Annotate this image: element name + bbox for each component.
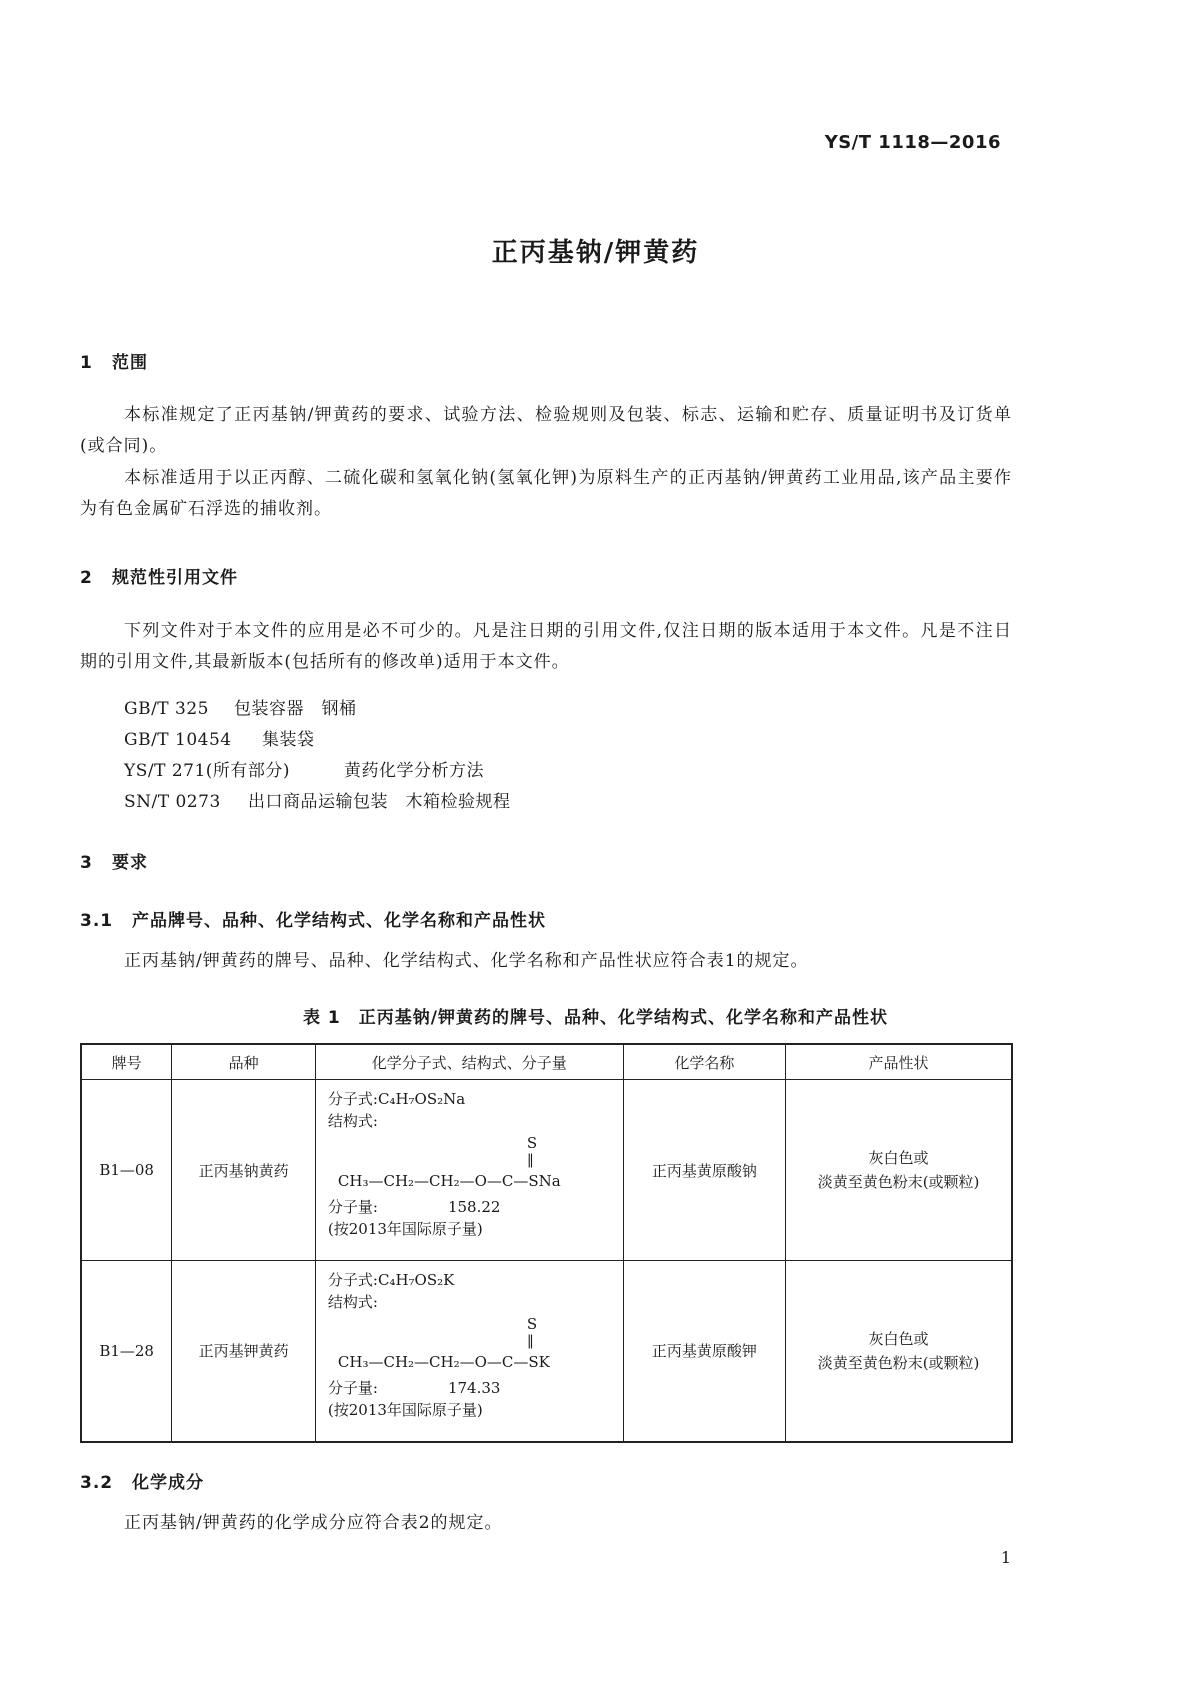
section-2-heading [80,563,238,588]
section-number: 1 [80,353,93,373]
property-line: 灰白色或 [868,1149,929,1167]
property-line: 淡黄至黄色粉末(或颗粒) [817,1173,980,1191]
molecular-weight [328,1377,613,1399]
section-3-2-heading [80,1468,204,1493]
section-title: 要求 [112,853,148,873]
mw-label: 分子量: [327,1379,378,1397]
document-title: 正丙基钠/钾黄药 [491,238,700,268]
chemical-name-cell: 正丙基黄原酸钾 [623,1261,786,1442]
reference-name: 出口商品运输包装 木箱检验规程 [248,792,511,812]
variety-cell: 正丙基钾黄药 [172,1261,316,1442]
reference-code: GB/T 325 [124,699,209,719]
reference-code: YS/T 271(所有部分) [124,761,291,781]
structure-chain: CH₃—CH₂—CH₂—O—C—SNa [337,1172,561,1190]
paragraph: 本标准适用于以正丙醇、二硫化碳和氢氧化钠(氢氧化钾)为原料生产的正丙基钠/钾黄药工业用品,该产品主要作为有色金属矿石浮选的捕收剂。 [80,468,1012,519]
header-cell: 品种 [172,1044,316,1080]
table-1-caption: 表 1 正丙基钠/钾黄药的牌号、品种、化学结构式、化学名称和产品性状 [303,1008,888,1028]
molecular-formula [328,1269,613,1291]
reference-item [124,725,315,750]
double-bond: ‖ [526,1152,534,1168]
formula-cell [315,1080,623,1261]
sulfur-atom: S [526,1315,538,1333]
structural-formula [328,1313,613,1377]
reference-item [124,787,511,812]
reference-name: 集装袋 [262,730,315,750]
header-cell: 产品性状 [786,1044,1012,1080]
section-title: 化学成分 [132,1473,204,1493]
paragraph: 本标准规定了正丙基钠/钾黄药的要求、试验方法、检验规则及包装、标志、运输和贮存、质量证明书及订货单(或合同)。 [80,405,1012,456]
section-number: 3 [80,853,93,873]
table-row [81,1261,1012,1442]
structural-formula [328,1132,613,1196]
structure-chain: CH₃—CH₂—CH₂—O—C—SK [337,1353,550,1371]
mw-label: 分子量: [327,1198,378,1216]
formula-label: 分子式: [327,1090,378,1108]
paragraph: 下列文件对于本文件的应用是必不可少的。凡是注日期的引用文件,仅注日期的版本适用于本文件。凡是不注日期的引用文件,其最新版本(包括所有的修改单)适用于本文件。 [80,621,1012,672]
section-number: 2 [80,568,93,588]
variety-cell: 正丙基钠黄药 [172,1080,316,1261]
standard-code: YS/T 1118—2016 [824,132,1001,153]
reference-name: 包装容器 钢桶 [234,699,357,719]
header-cell: 化学分子式、结构式、分子量 [315,1044,623,1080]
header-cell: 化学名称 [623,1044,786,1080]
formula-value: C₄H₇OS₂K [377,1271,455,1289]
section-number: 3.2 [80,1473,114,1493]
mw-value: 158.22 [447,1198,501,1216]
property-line: 淡黄至黄色粉末(或颗粒) [817,1353,980,1372]
paragraph: 正丙基钠/钾黄药的牌号、品种、化学结构式、化学名称和产品性状应符合表1的规定。 [124,951,809,971]
structure-label: 结构式: [327,1112,378,1130]
molecular-formula [328,1088,613,1110]
mw-note: (按2013年国际原子量) [327,1220,483,1238]
grade-cell: B1—28 [81,1261,172,1442]
section-title: 产品牌号、品种、化学结构式、化学名称和产品性状 [132,911,546,931]
reference-item [124,756,484,781]
section-3-heading [80,848,148,873]
grade-cell: B1—08 [81,1080,172,1261]
formula-cell [315,1261,623,1442]
formula-label: 分子式: [327,1271,378,1289]
structure-label: 结构式: [327,1293,378,1311]
property-line: 灰白色或 [868,1329,929,1348]
page-number: 1 [1000,1548,1011,1567]
section-title: 范围 [112,353,148,373]
header-cell: 牌号 [81,1044,172,1080]
reference-code: SN/T 0273 [124,792,221,812]
reference-name: 黄药化学分析方法 [344,761,484,781]
section-1-heading [80,348,148,373]
section-title: 规范性引用文件 [112,568,238,588]
reference-code: GB/T 10454 [124,730,232,750]
section-number: 3.1 [80,911,114,931]
paragraph: 正丙基钠/钾黄药的化学成分应符合表2的规定。 [124,1513,503,1533]
table-1 [80,1043,1013,1443]
sulfur-atom: S [526,1134,538,1152]
mw-value: 174.33 [447,1379,501,1397]
table-row [81,1080,1012,1261]
formula-value: C₄H₇OS₂Na [377,1090,466,1108]
chemical-name-cell: 正丙基黄原酸钠 [623,1080,786,1261]
section-3-1-heading [80,906,546,931]
reference-item [124,694,357,719]
property-cell [786,1261,1012,1442]
property-cell [786,1080,1012,1261]
double-bond: ‖ [526,1333,534,1349]
molecular-weight [328,1196,613,1218]
table-header-row [81,1044,1012,1080]
mw-note: (按2013年国际原子量) [327,1401,483,1419]
